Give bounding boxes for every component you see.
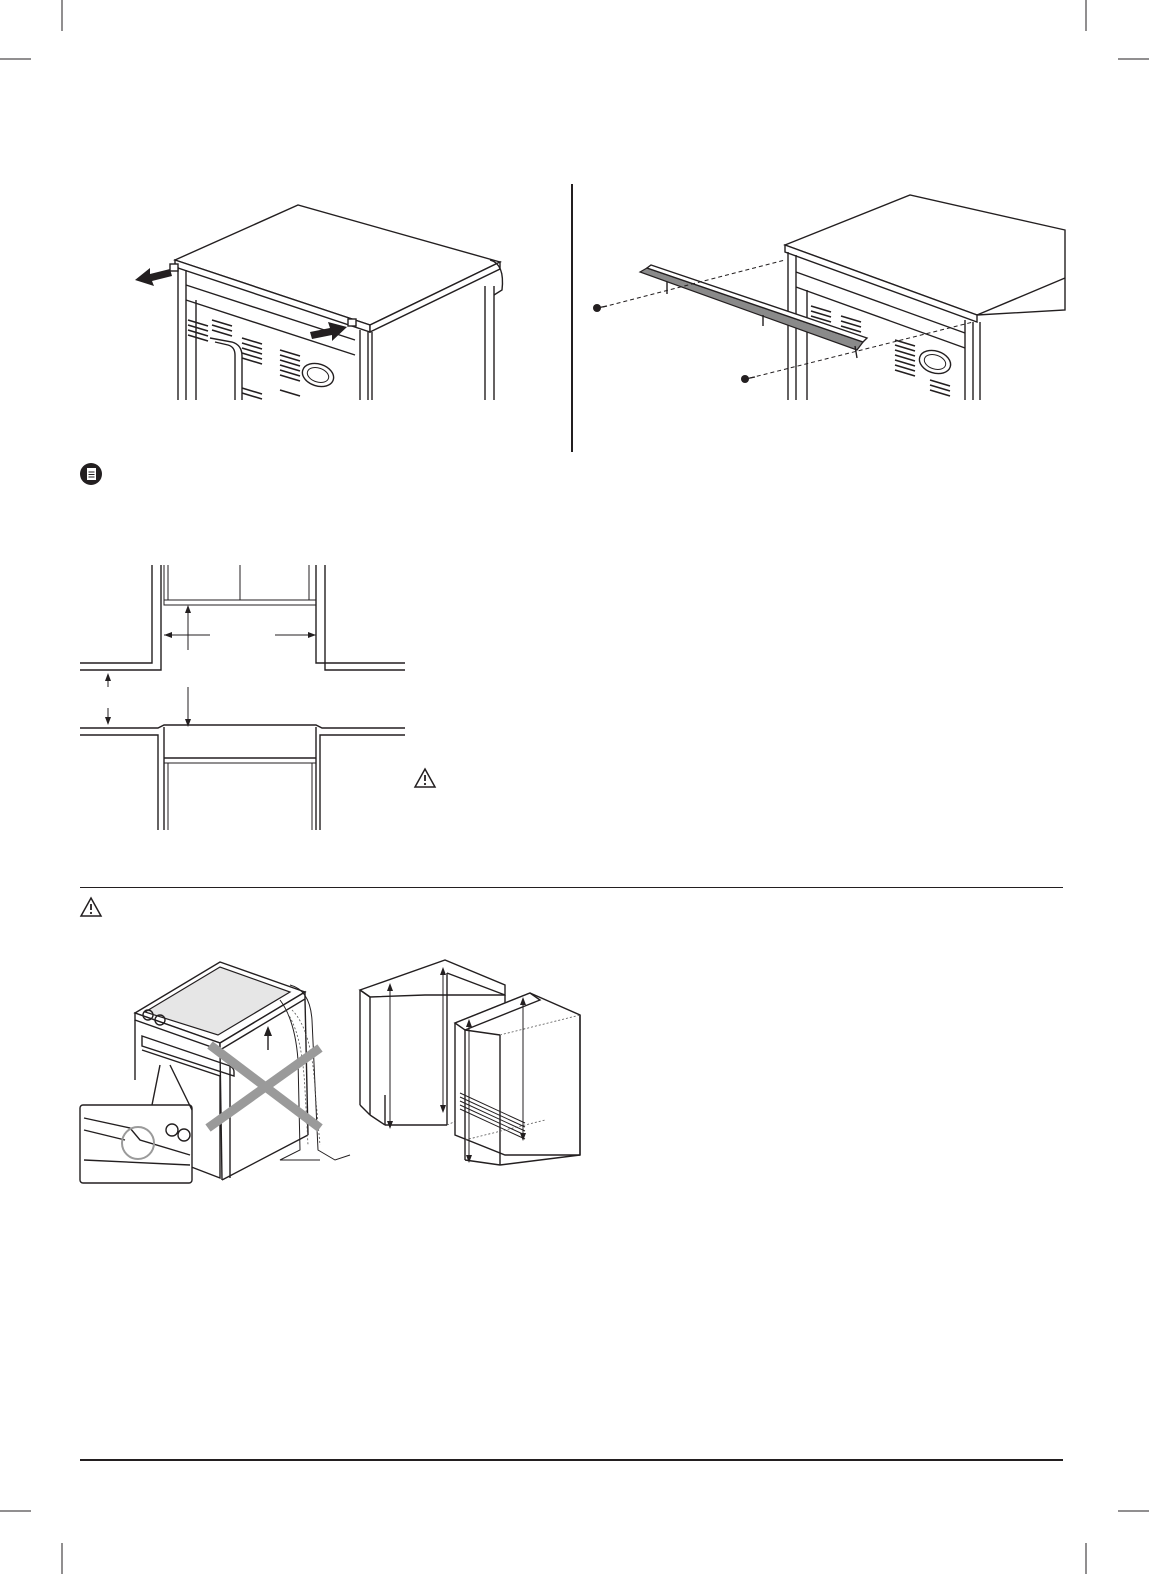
arrow-left-icon [135, 268, 172, 286]
arrow-right-icon [310, 322, 347, 341]
figure-do-not-lift-range [80, 950, 350, 1185]
footer-rule [80, 1459, 1063, 1461]
note-icon [80, 463, 102, 485]
screw-icon [741, 375, 755, 383]
section-divider [80, 887, 1063, 888]
figure-range-top-removal [120, 190, 560, 450]
figure-cabinet-clearance [80, 565, 410, 830]
caution-icon [414, 768, 436, 788]
figure-divider [571, 184, 573, 452]
screw-icon [593, 304, 607, 312]
caution-icon [80, 897, 102, 917]
figure-cabinet-dimensions [355, 955, 585, 1165]
figure-trim-screw-installation [585, 190, 1065, 420]
